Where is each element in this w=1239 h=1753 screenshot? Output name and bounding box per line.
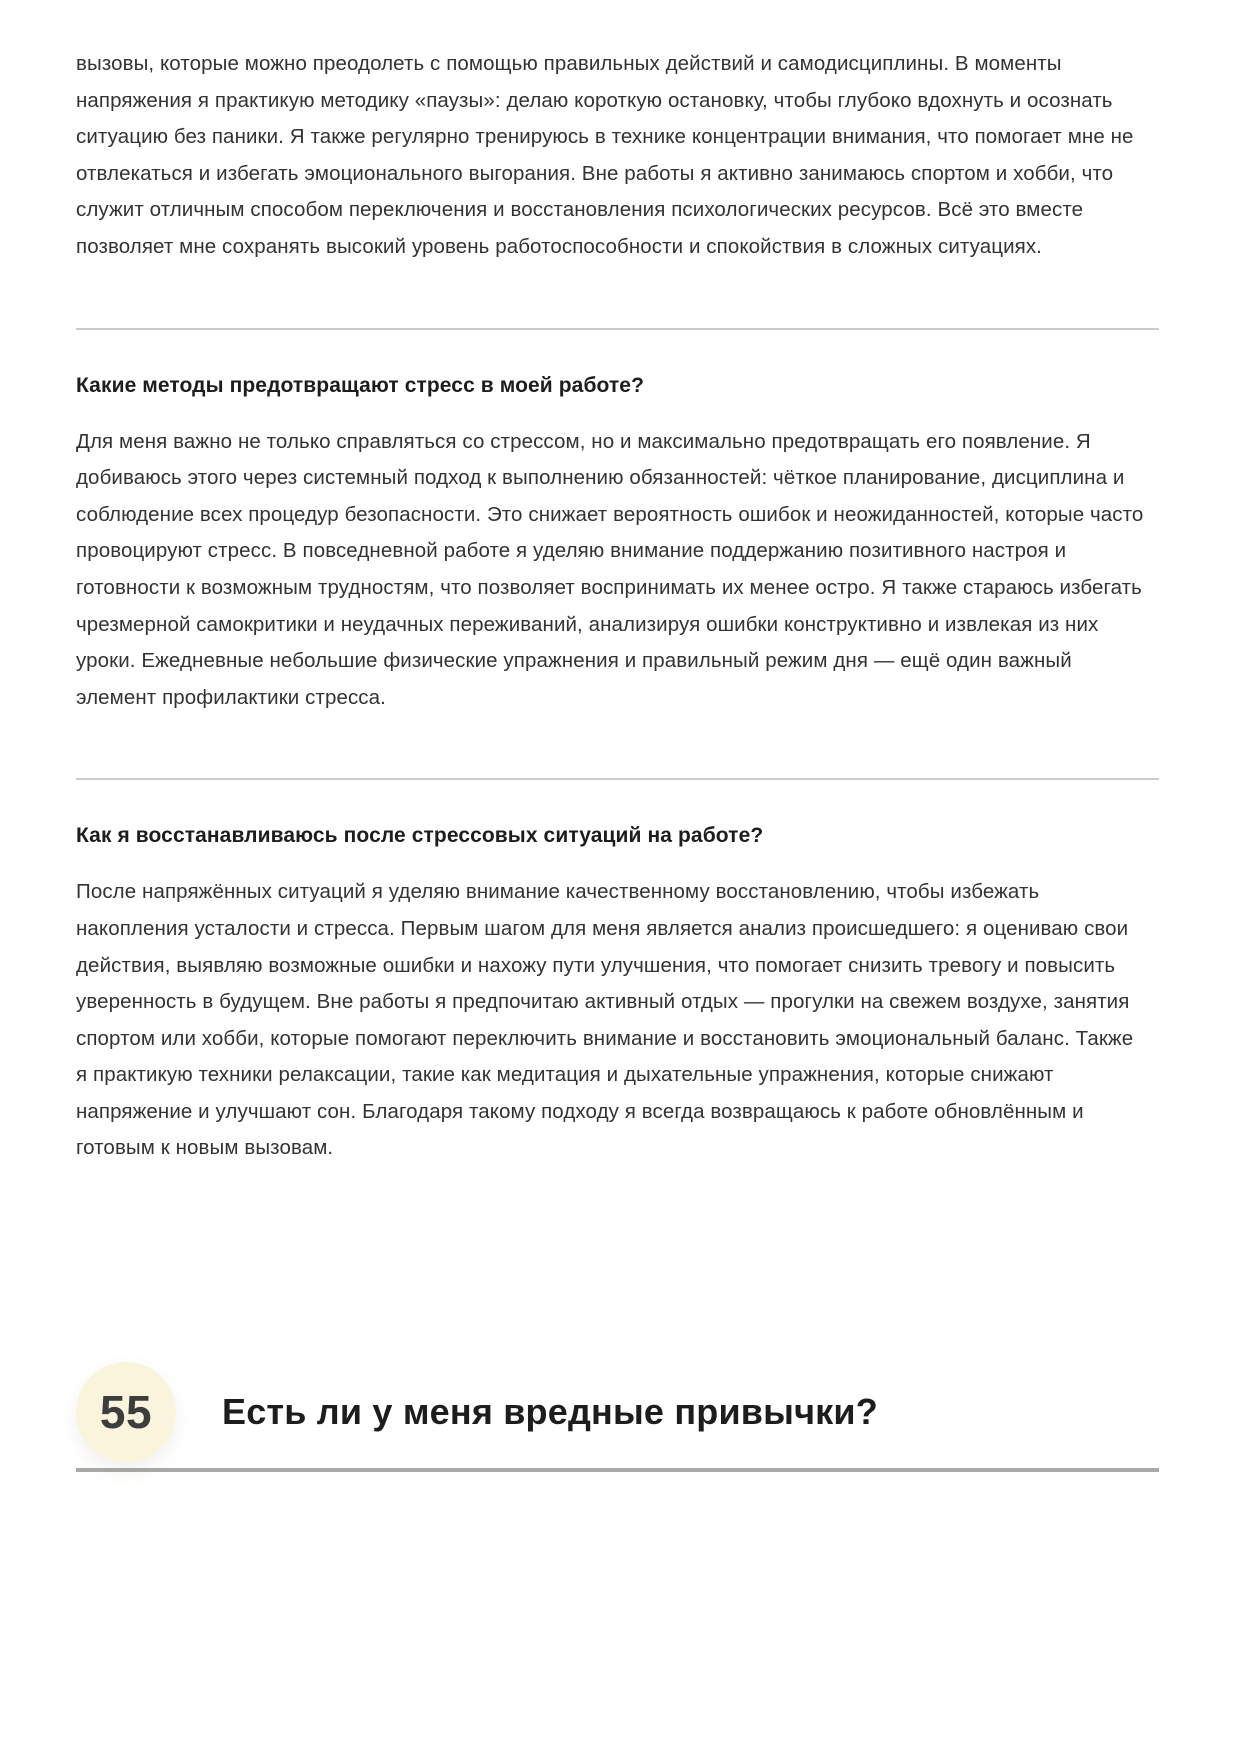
- section-divider: [76, 328, 1159, 330]
- chapter-number-badge: [76, 1362, 176, 1462]
- answer-paragraph-1: Для меня важно не только справляться со стрессом, но и максимально предотвращать его появление. Я добиваюсь этого через системный подход к выполнению обязанностей: чёткое планирование, дисциплина и соблюдение всех процедур безопасности. Это снижает вероятность ошибок и неожиданностей, которые часто провоцируют стресс. В повседневной работе я уделяю внимание поддержанию позитивного настроя и готовности к возможным трудностям, что позволяет воспринимать их менее остро. Я также стараюсь избегать чрезмерной самокритики и неудачных переживаний, анализируя ошибки конструктивно и извлекая из них уроки. Ежедневные небольшие физические упражнения и правильный режим дня — ещё один важный элемент профилактики стресса.: [76, 429, 1144, 709]
- section-divider: [76, 778, 1159, 780]
- chapter-divider: [76, 1468, 1159, 1472]
- chapter-header: [76, 1362, 1159, 1462]
- intro-paragraph: вызовы, которые можно преодолеть с помощью правильных действий и самодисциплины. В моменты напряжения я практикую методику «паузы»: делаю короткую остановку, чтобы глубоко вдохнуть и осознать ситуацию без паники. Я также регулярно тренируюсь в технике концентрации внимания, что помогает мне не отвлекаться и избегать эмоционального выгорания. Вне работы я активно занимаюсь спортом и хобби, что служит отличным способом переключения и восстановления психологических ресурсов. Всё это вместе позволяет мне сохранять высокий уровень работоспособности и спокойствия в сложных ситуациях.: [76, 52, 1134, 258]
- question-heading-1: Какие методы предотвращают стресс в моей работе?: [76, 373, 645, 397]
- answer-paragraph-2: После напряжённых ситуаций я уделяю внимание качественному восстановлению, чтобы избежать накопления усталости и стресса. Первым шагом для меня является анализ происшедшего: я оцениваю свои действия, выявляю возможные ошибки и нахожу пути улучшения, что помогает снизить тревогу и повысить уверенность в будущем. Вне работы я предпочитаю активный отдых — прогулки на свежем воздухе, занятия спортом или хобби, которые помогают переключить внимание и восстановить эмоциональный баланс. Также я практикую техники релаксации, такие как медитация и дыхательные упражнения, которые снижают напряжение и улучшают сон. Благодаря такому подходу я всегда возвращаюсь к работе обновлённым и готовым к новым вызовам.: [76, 880, 1134, 1160]
- question-heading-2: Как я восстанавливаюсь после стрессовых ситуаций на работе?: [76, 824, 764, 848]
- chapter-title: Есть ли у меня вредные привычки?: [222, 1391, 878, 1433]
- chapter-number: 55: [99, 1386, 153, 1439]
